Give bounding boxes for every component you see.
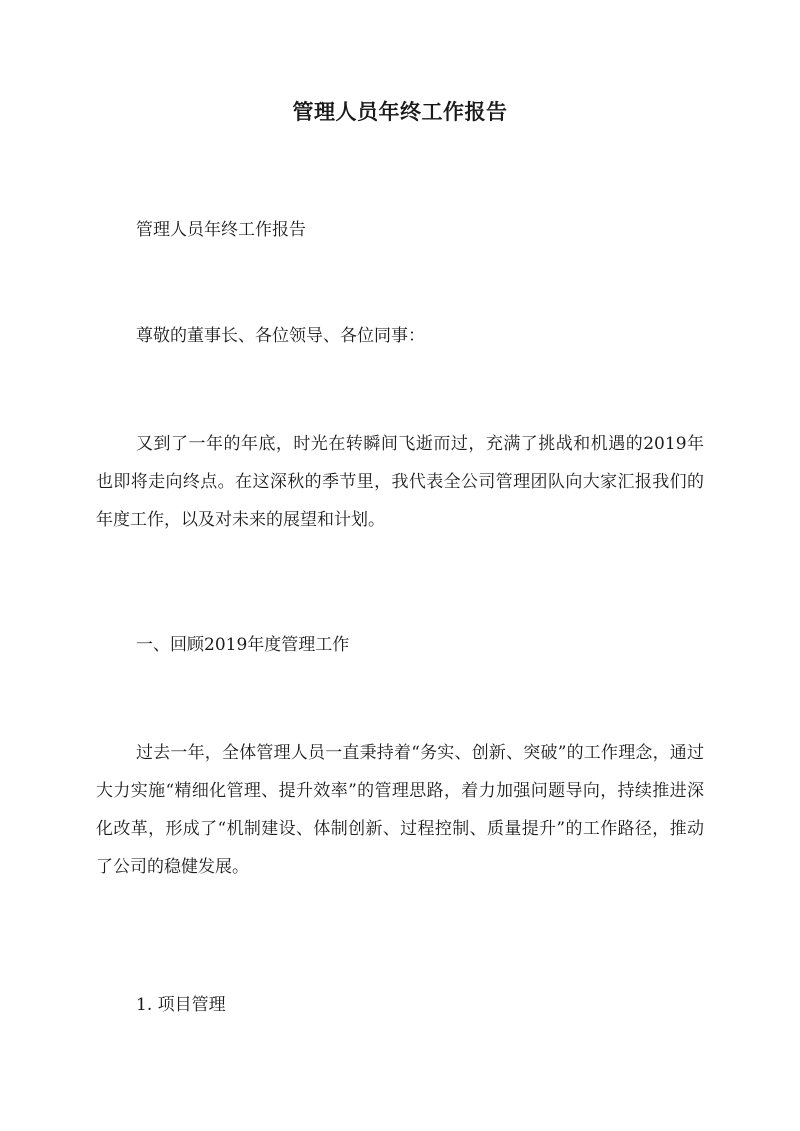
intro-paragraph: 又到了一年的年底，时光在转瞬间飞逝而过，充满了挑战和机遇的2019年也即将走向终点。在这深秋的季节里，我代表全公司管理团队向大家汇报我们的年度工作，以及对未来的展望和计划。 xyxy=(96,434,704,530)
subsection-heading: 1. 项目管理 xyxy=(136,995,226,1015)
greeting-paragraph: 尊敬的董事长、各位领导、各位同事： xyxy=(136,326,425,346)
review-paragraph: 过去一年，全体管理人员一直秉持着“务实、创新、突破”的工作理念，通过大力实施“精细化管理、提升效率”的管理思路，着力加强问题导向，持续推进深化改革，形成了“机制建设、体制创新、过程控制、质量提升”的工作路径，推动了公司的稳健发展。 xyxy=(96,743,704,877)
section-heading: 一、回顾2019年度管理工作 xyxy=(136,635,350,655)
document-title: 管理人员年终工作报告 xyxy=(292,99,508,124)
subtitle-paragraph: 管理人员年终工作报告 xyxy=(136,220,306,240)
